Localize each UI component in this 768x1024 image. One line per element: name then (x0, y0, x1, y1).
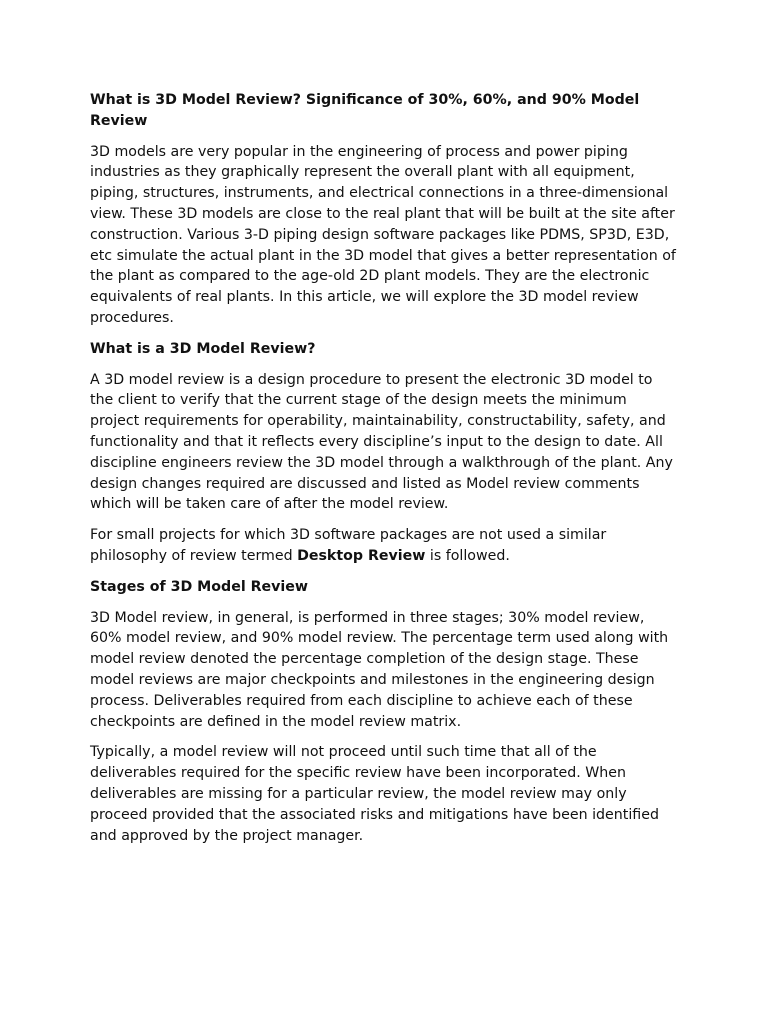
intro-paragraph: 3D models are very popular in the engineering of process and power piping industries as they graphically represent the overall plant with all equipment, piping, structures, instruments, and electrical connections in a three-dimensional view. These 3D models are close to the real plant that will be built at the site after construction. Various 3-D piping design software packages like PDMS, SP3D, E3D, etc simulate the actual plant in the 3D model that gives a better representation of the plant as compared to the age-old 2D plant models. They are the electronic equivalents of real plants. In this article, we will explore the 3D model review procedures. (90, 143, 676, 326)
desktop-review-text-after: is followed. (425, 547, 510, 564)
document-title: What is 3D Model Review? Significance of 30%, 60%, and 90% Model Review (90, 92, 640, 129)
section-heading-what-is-review: What is a 3D Model Review? (90, 340, 316, 357)
stages-paragraph: 3D Model review, in general, is performed in three stages; 30% model review, 60% model review, and 90% model review. The percentage term used along with model review denoted the percentage completion of the design stage. These model reviews are major checkpoints and milestones in the engineering design process. Deliverables required from each discipline to achieve each of these checkpoints are defined in the model review matrix. (90, 609, 669, 730)
review-definition-paragraph: A 3D model review is a design procedure to present the electronic 3D model to the client to verify that the current stage of the design meets the minimum project requirements for operability, maintainability, constructability, safety, and functionality and that it reflects every discipline’s input to the design to date. All discipline engineers review the 3D model through a walkthrough of the plant. Any design changes required are discussed and listed as Model review comments which will be taken care of after the model review. (90, 371, 673, 513)
desktop-review-term: Desktop Review (297, 547, 426, 564)
document-page (90, 90, 678, 856)
proceed-conditions-paragraph: Typically, a model review will not proceed until such time that all of the deliverables required for the specific review have been incorporated. When deliverables are missing for a particular review, the model review may only proceed provided that the associated risks and mitigations have been identified and approved by the project manager. (90, 744, 659, 844)
desktop-review-text-before: For small projects for which 3D software packages are not used a similar philosophy of review termed (90, 527, 607, 564)
desktop-review-paragraph (90, 525, 678, 567)
section-heading-stages: Stages of 3D Model Review (90, 578, 309, 595)
